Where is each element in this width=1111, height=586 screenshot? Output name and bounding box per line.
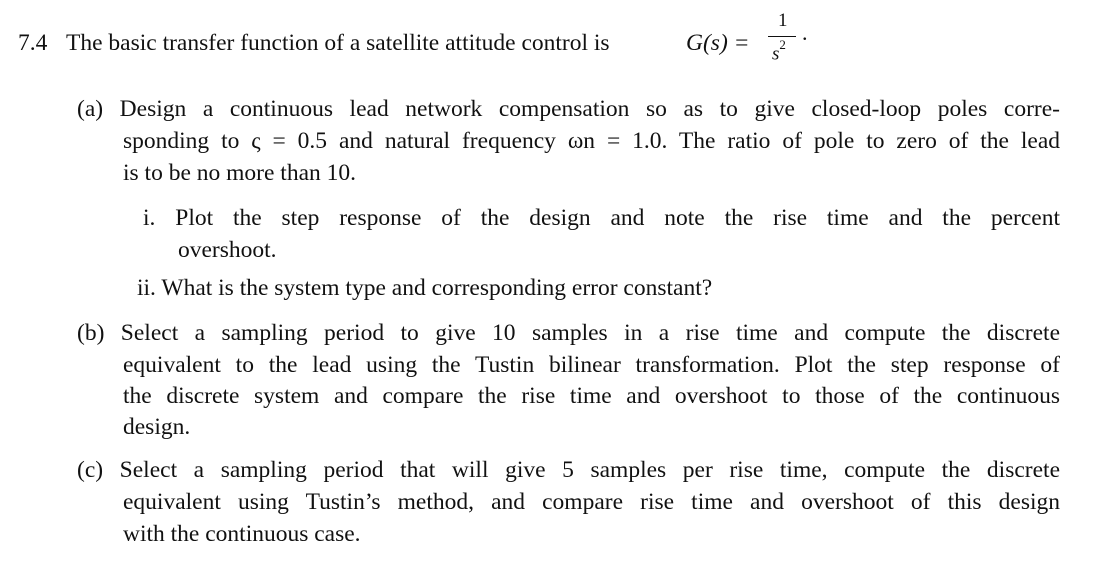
part-b-line-3: the discrete system and compare the rise time and overshoot to those of the continuous: [123, 383, 1060, 409]
part-a-sub-ii: ii. What is the system type and corresponding error constant?: [137, 275, 713, 301]
fraction-denominator: [772, 37, 786, 65]
part-c-line-1: (c) Select a sampling period that will give 5 samples per rise time, compute the discrete: [77, 457, 1060, 483]
fraction-period: .: [802, 20, 808, 45]
transfer-function-fraction: [764, 10, 814, 66]
part-a-line-2: sponding to ς = 0.5 and natural frequency ωn = 1.0. The ratio of pole to zero of the lead: [123, 128, 1060, 154]
problem-intro: The basic transfer function of a satellite attitude control is: [66, 30, 610, 56]
problem-number: 7.4: [18, 30, 48, 56]
part-c-line-2: equivalent using Tustin’s method, and compare rise time and overshoot of this design: [123, 489, 1060, 515]
part-a-line-3: is to be no more than 10.: [123, 160, 357, 186]
fraction-numerator: 1: [778, 10, 788, 31]
fraction-denominator-base: s: [772, 43, 780, 65]
part-a-sub-i-line-2: overshoot.: [178, 237, 277, 263]
part-a-sub-i-line-1: i. Plot the step response of the design and note the rise time and the percent: [143, 205, 1060, 231]
part-b-line-4: design.: [123, 414, 191, 440]
transfer-function-lhs: G(s) =: [686, 30, 750, 56]
part-b-line-1: (b) Select a sampling period to give 10 samples in a rise time and compute the discrete: [77, 320, 1060, 346]
fraction-denominator-exponent: 2: [779, 37, 786, 52]
part-c-line-3: with the continuous case.: [123, 521, 361, 547]
part-b-line-2: equivalent to the lead using the Tustin bilinear transformation. Plot the step response of: [123, 352, 1060, 378]
part-a-line-1: (a) Design a continuous lead network compensation so as to give closed-loop poles corre-: [77, 96, 1060, 122]
